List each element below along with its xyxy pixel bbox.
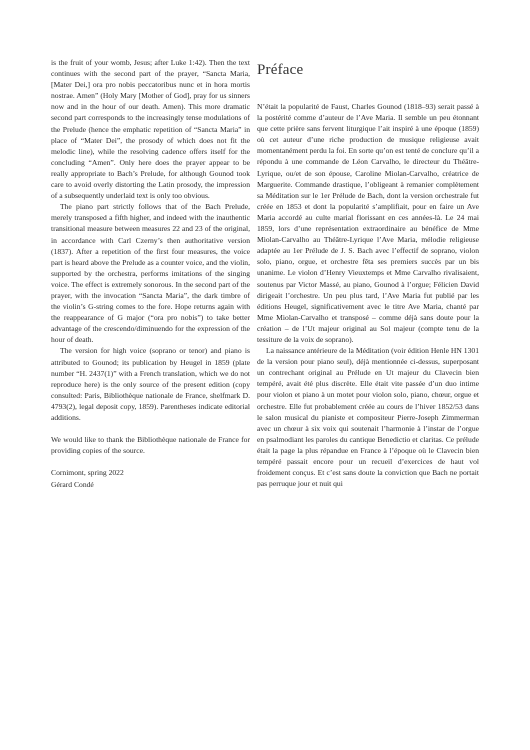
page-title: Préface [257,62,304,78]
right-paragraph-1: N’était la popularité de Faust, Charles Gounod (1818–93) serait passé à la postérité comme d’auteur de l’Ave Maria. Il semble un peu étonnant que cette prière sans fervent liturgique l’ait inspiré à une époque (1859) où cet auteur d’une riche production de musique religieuse avait momentanément perdu la foi. En sorte qu’on est tenté de conclure qu’il a répondu à une commande de Léon Carvalho, le directeur du Théâtre-Lyrique, ou/et de son épouse, Caroline Miolan-Carvalho, créatrice de Marguerite. Commande drastique, l’obligeant à remanier complètement sa Méditation sur le 1er Prélude de Bach, dont la version orchestrale fut créée en 1853 et dont la popularité s’amplifiait, pour en faire un Ave Maria accordé au culte marial florissant en ces années-là. Le 24 mai 1859, lors d’une représentation extraordinaire au bénéfice de Mme Miolan-Carvalho au Théâtre-Lyrique l’Ave Maria, mélodie religieuse adaptée au 1er Prélude de J. S. Bach avec l’effectif de soprano, violon solo, piano, orgue, et orchestre fêta ses premiers succès par un bis unanime. Le violon d’Henry Vieuxtemps et Mme Carvalho rivalisaient, soutenus par Victor Massé, au piano, Gounod à l’orgue; Félicien David dirigeait l’orchestre. Un peu plus tard, l’Ave Maria fut publié par les éditions Heugel, significativement avec le titre Ave Maria, chanté par Mme Miolan-Carvalho et transposé – comme déjà sans doute pour la création – de l’Ut majeur original au Sol majeur (compte tenu de la tessiture de la voix de soprano). [257,102,479,344]
right-paragraph-2: La naissance antérieure de la Méditation (voir édition Henle HN 1301 de la version pour piano seul), déjà mentionnée ci-dessus, superposant un contrechant original au Prélude en Ut majeur du Clavecin bien tempéré, avait été plus discrète. Elle était vite passée d’un duo intime pour violon et piano à un motet pour violon solo, piano, chœur, orgue et orchestre. Elle fut probablement créée au cours de l’hiver 1852/53 dans le salon musical du pianiste et compositeur Pierre-Joseph Zimmerman avec un chœur à six voix qui soutenait l’harmonie à l’instar de l’orgue en psalmodiant les paroles du cantique Benedictio et claritas. Ce prélude était la page la plus répandue en France à l’époque où le Clavecin bien tempéré passait encore pour un recueil d’exercices de haut vol froidement conçus. Et c’est sans doute la conviction que Bach ne portait pas perruque jour et nuit qui [257,346,479,489]
left-text-column [51,57,250,490]
paragraph-gap [51,423,250,434]
author-name: Gérard Condé [51,479,94,489]
left-paragraph-3: The version for high voice (soprano or tenor) and piano is attributed to Gounod; its publication by Heugel in 1859 (plate number “H. 2437(1)” with a French translation, which we do not reproduce here) is the only source of the present edition (copy consulted: Paris, Bibliothèque nationale de France, shelfmark D. 4793(2), legal deposit copy, 1859). Parentheses indicate editorial additions. [51,346,250,422]
place-date: Cornimont, spring 2022 [51,468,124,478]
left-paragraph-1: is the fruit of your womb, Jesus; after Luke 1:42). Then the text continues with the second part of the prayer, “Sancta Maria, [Mater Dei,] ora pro nobis peccatoribus nunc et in hora mortis nostrae. Amen” (Holy Mary [Mother of God], pray for us sinners now and in the hour of our death. Amen). This more dramatic second part corresponds to the increasingly tense modulations of the Prelude (hence the emphatic repetition of “Sancta Maria” in place of “Mater Dei”, the prosody of which does not fit the melodic line), while the resolving cadence offers itself for the concluding “Amen”. Only here does the prayer appear to be really appropriate to Bach’s Prelude, for although Gounod took care to avoid overly distorting the Latin prosody, the impression of a subsequently underlaid text is only too obvious. [51,58,250,201]
paragraph-gap [51,456,250,467]
left-paragraph-4: We would like to thank the Bibliothèque nationale de France for providing copies of the source. [51,435,250,456]
left-paragraph-2: The piano part strictly follows that of the Bach Prelude, merely transposed a fifth higher, and indeed with the inauthentic transitional measure between measures 22 and 23 of the original, in accordance with Carl Czerny’s then authoritative version (1837). After a repetition of the first four measures, the voice part is heard above the Prelude as a counter voice, and the violin, supported by the orchestra, performs imitations of the singing voice. The effect is extremely sonorous. In the second part of the prayer, with the invocation “Sancta Maria”, the dark timbre of the violin’s G-string comes to the fore. Hope returns again with the reappearance of G major (“ora pro nobis”) to take better advantage of the crescendo/diminuendo for the expression of the hour of death. [51,202,250,345]
right-text-column [257,57,479,489]
